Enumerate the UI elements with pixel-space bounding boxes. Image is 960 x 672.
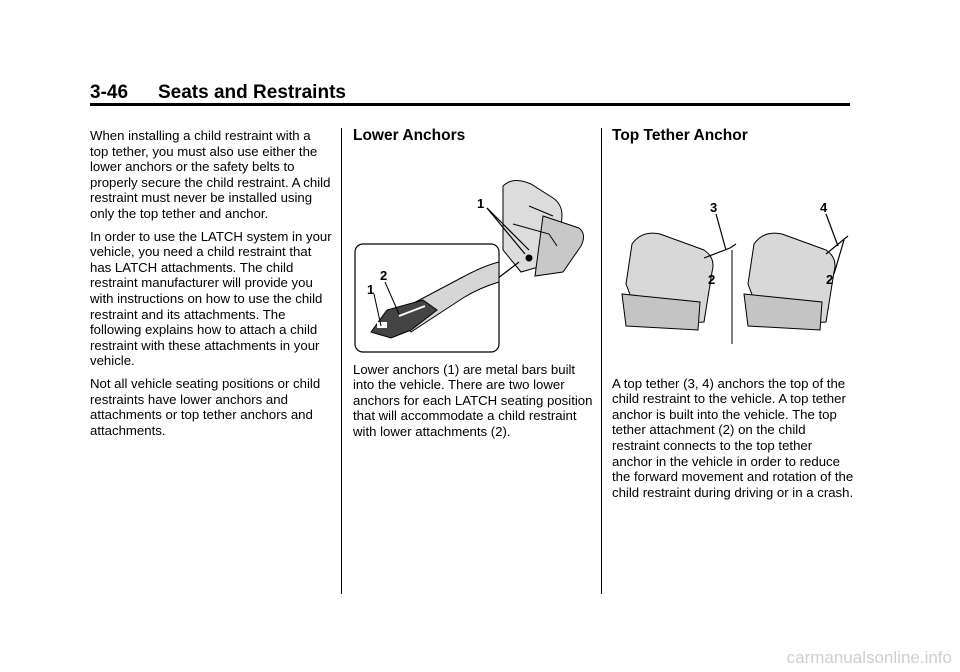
fig-label-2-inset: 2	[380, 267, 388, 283]
lower-anchors-heading: Lower Anchors	[353, 127, 466, 144]
top-tether-illustration	[612, 154, 852, 368]
lower-anchors-illustration	[353, 154, 593, 354]
paragraph-3: Not all vehicle seating positions or child restraints have lower anchors and attachments or top tether anchors and attachments.	[90, 375, 321, 438]
fig-label-2-right: 2	[826, 271, 834, 287]
header-rule	[90, 103, 850, 106]
fig-label-1-top: 1	[477, 195, 485, 211]
fig-label-1-inset: 1	[367, 281, 375, 297]
top-tether-heading: Top Tether Anchor	[612, 127, 748, 144]
page-number: 3-46	[90, 82, 129, 103]
fig-label-3: 3	[710, 199, 718, 215]
fig-label-4: 4	[820, 199, 828, 215]
lower-anchors-figure	[353, 154, 595, 354]
column-divider-2	[601, 128, 602, 594]
top-tether-caption: A top tether (3, 4) anchors the top of the child restraint to the vehicle. A top tether anchor is built into the vehicle. The top tether attachment (2) on the child restraint connects to the top tether anchor in the vehicle in order to reduce the forward movement and rotation of the child restraint during driving or in a crash.	[612, 375, 854, 500]
watermark: carmanualsonline.info	[786, 648, 952, 667]
paragraph-2: In order to use the LATCH system in your vehicle, you need a child restraint that has LATCH attachments. The child restraint manufacturer will provide you with instructions on how to use the child restraint and its attachments. The following explains how to attach a child restraint with these attachments in your vehicle.	[90, 228, 332, 369]
child-seat-right	[744, 233, 835, 330]
section-title: Seats and Restraints	[158, 82, 346, 103]
lower-anchors-caption: Lower anchors (1) are metal bars built into the vehicle. There are two lower anchors for each LATCH seating position that will accommodate a child restraint with lower attachments (2).	[353, 361, 593, 439]
fig-label-2-left: 2	[708, 271, 716, 287]
child-seat-left	[622, 233, 716, 330]
top-tether-figure	[612, 154, 854, 368]
paragraph-1: When installing a child restraint with a top tether, you must also use either the lower anchors or the safety belts to properly secure the child restraint. A child restraint must never be installed using only the top tether and anchor.	[90, 128, 331, 221]
column-2	[353, 128, 595, 447]
column-divider-1	[341, 128, 342, 594]
car-seat-drawing	[503, 180, 584, 276]
tether-left	[704, 214, 736, 258]
column-3	[612, 128, 854, 507]
column-1	[90, 128, 332, 445]
